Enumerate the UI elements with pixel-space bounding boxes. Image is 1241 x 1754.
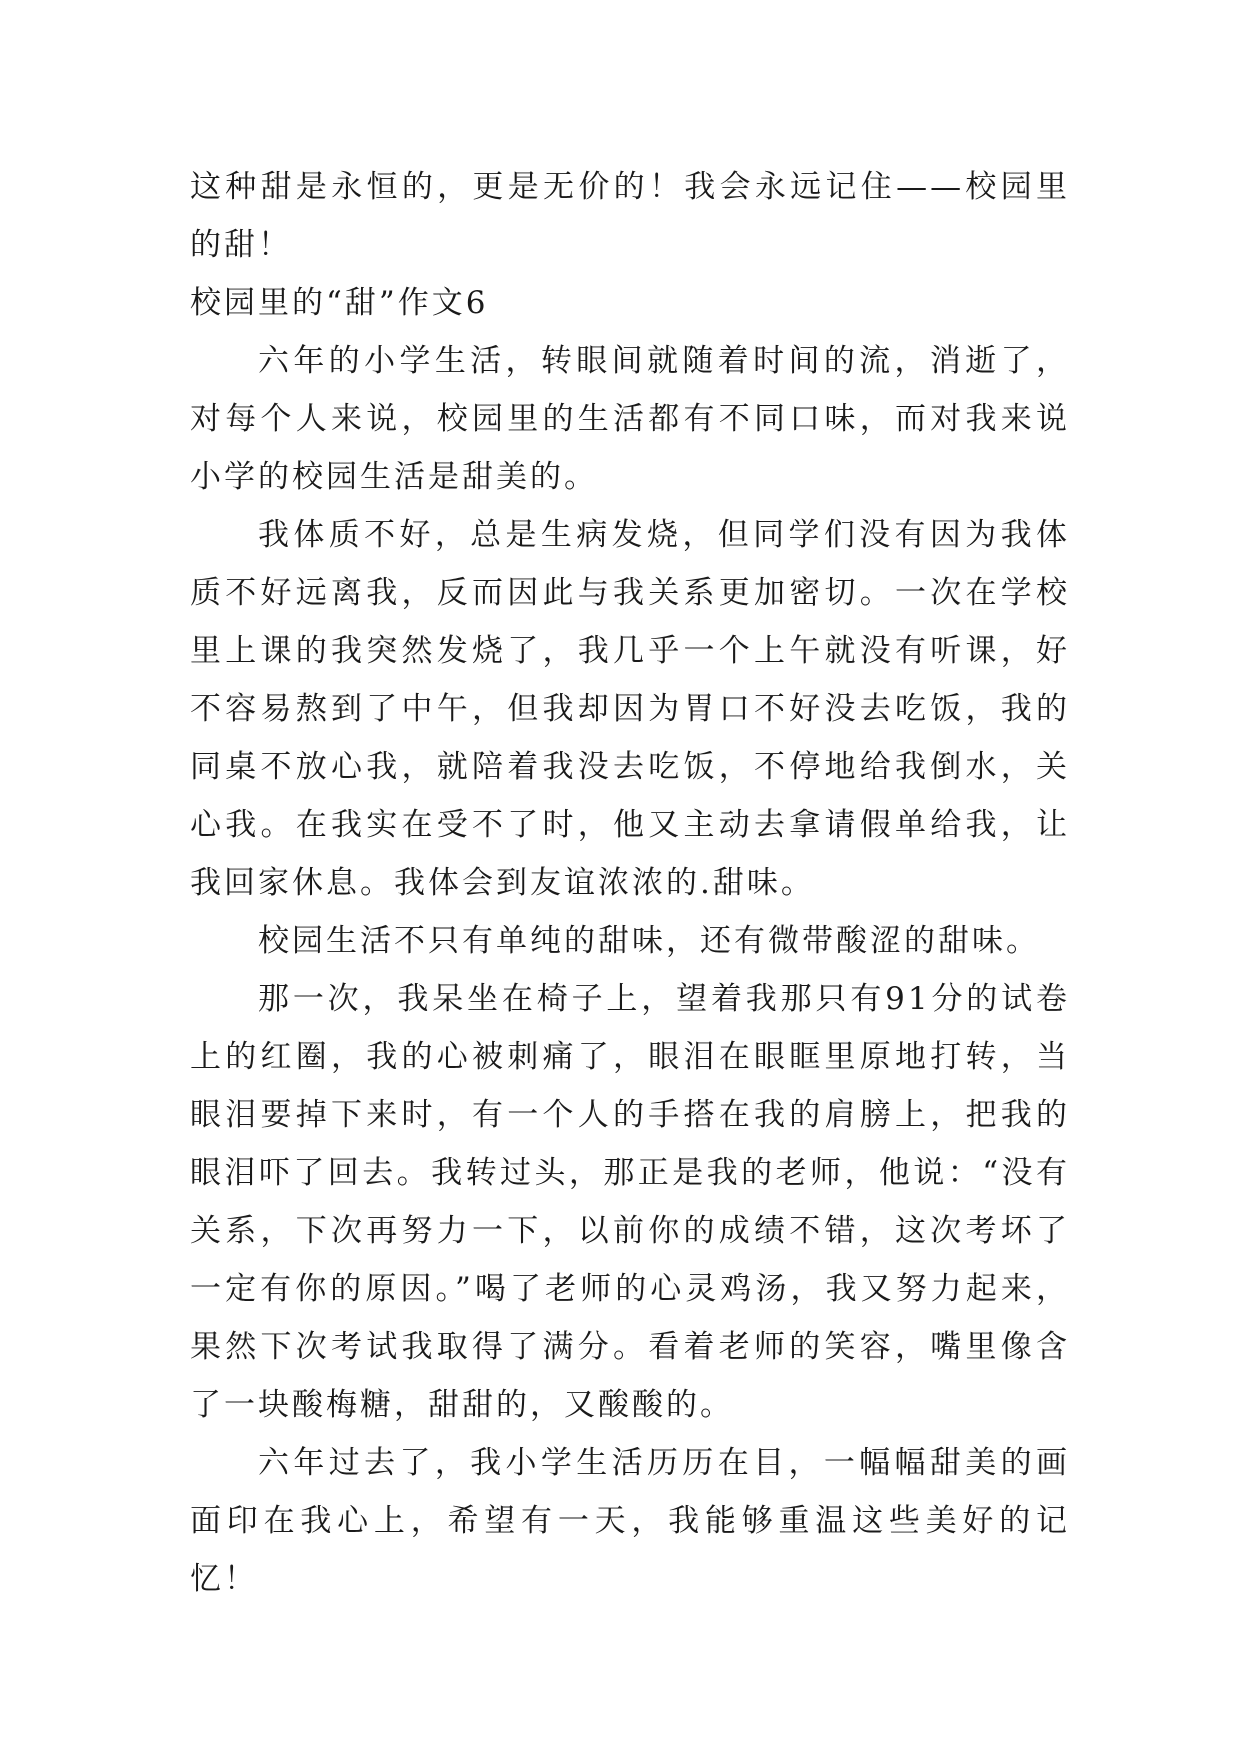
- intro-paragraph: 这种甜是永恒的，更是无价的！我会永远记住——校园里的甜！: [190, 169, 1070, 263]
- paragraph: 那一次，我呆坐在椅子上，望着我那只有91分的试卷上的红圈，我的心被刺痛了，眼泪在眼眶里原地打转，当眼泪要掉下来时，有一个人的手搭在我的肩膀上，把我的眼泪吓了回去。我转过头，那正是我的老师，他说：“没有关系，下次再努力一下，以前你的成绩不错，这次考坏了一定有你的原因。”喝了老师的心灵鸡汤，我又努力起来，果然下次考试我取得了满分。看着老师的笑容，嘴里像含了一块酸梅糖，甜甜的，又酸酸的。: [190, 981, 1070, 1423]
- paragraph: 校园生活不只有单纯的甜味，还有微带酸涩的甜味。: [258, 923, 1040, 959]
- paragraph: 六年的小学生活，转眼间就随着时间的流，消逝了，对每个人来说，校园里的生活都有不同口味，而对我来说小学的校园生活是甜美的。: [190, 343, 1070, 495]
- section-title: 校园里的“甜”作文6: [190, 285, 489, 321]
- paragraph: 我体质不好，总是生病发烧，但同学们没有因为我体质不好远离我，反而因此与我关系更加密切。一次在学校里上课的我突然发烧了，我几乎一个上午就没有听课，好不容易熬到了中午，但我却因为胃口不好没去吃饭，我的同桌不放心我，就陪着我没去吃饭，不停地给我倒水，关心我。在我实在受不了时，他又主动去拿请假单给我，让我回家休息。我体会到友谊浓浓的.甜味。: [190, 517, 1070, 901]
- document-body: [190, 158, 1070, 1608]
- paragraph: 六年过去了，我小学生活历历在目，一幅幅甜美的画面印在我心上，希望有一天，我能够重温这些美好的记忆！: [190, 1445, 1070, 1597]
